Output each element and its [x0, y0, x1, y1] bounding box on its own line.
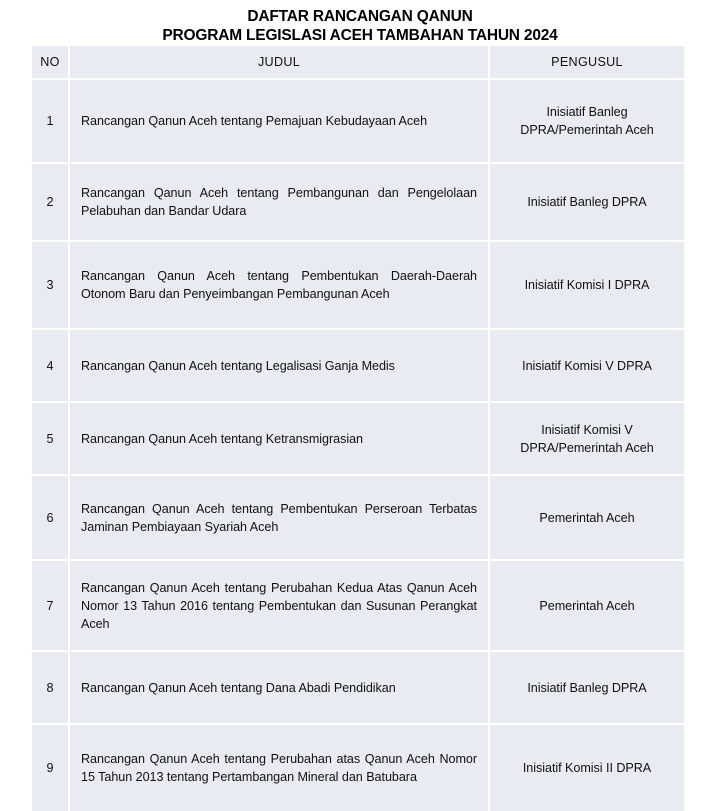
table-row: [32, 652, 684, 725]
row-pengusul: Inisiatif Komisi V DPRA: [490, 330, 684, 403]
row-pengusul: Inisiatif Banleg DPRA: [490, 164, 684, 242]
row-number: 6: [32, 476, 70, 561]
qanun-table: [32, 46, 684, 811]
row-number: 3: [32, 242, 70, 330]
row-number: 9: [32, 725, 70, 811]
table-row: [32, 164, 684, 242]
table-header-row: [32, 46, 684, 80]
row-number: 4: [32, 330, 70, 403]
row-pengusul: Inisiatif Komisi V DPRA/Pemerintah Aceh: [490, 403, 684, 476]
column-header-judul: JUDUL: [70, 46, 490, 80]
row-judul: Rancangan Qanun Aceh tentang Pembentukan Perseroan Terbatas Jaminan Pembiayaan Syariah Aceh: [70, 476, 490, 561]
table-row: [32, 403, 684, 476]
row-pengusul: Inisiatif Banleg DPRA: [490, 652, 684, 725]
row-pengusul: Inisiatif Komisi I DPRA: [490, 242, 684, 330]
title-line-1: DAFTAR RANCANGAN QANUN: [247, 8, 473, 25]
column-header-pengusul: PENGUSUL: [490, 46, 684, 80]
row-judul: Rancangan Qanun Aceh tentang Pembentukan Daerah-Daerah Otonom Baru dan Penyeimbangan Pembangunan Aceh: [70, 242, 490, 330]
table-row: [32, 561, 684, 652]
column-header-no: NO: [32, 46, 70, 80]
row-number: 2: [32, 164, 70, 242]
row-number: 7: [32, 561, 70, 652]
row-judul: Rancangan Qanun Aceh tentang Dana Abadi Pendidikan: [70, 652, 490, 725]
table-row: [32, 330, 684, 403]
table-row: [32, 242, 684, 330]
row-judul: Rancangan Qanun Aceh tentang Perubahan atas Qanun Aceh Nomor 15 Tahun 2013 tentang Pertambangan Mineral dan Batubara: [70, 725, 490, 811]
row-number: 5: [32, 403, 70, 476]
row-number: 1: [32, 80, 70, 164]
row-pengusul: Pemerintah Aceh: [490, 476, 684, 561]
row-pengusul: Pemerintah Aceh: [490, 561, 684, 652]
table-row: [32, 80, 684, 164]
document-title: [0, 0, 720, 45]
row-judul: Rancangan Qanun Aceh tentang Legalisasi Ganja Medis: [70, 330, 490, 403]
row-judul: Rancangan Qanun Aceh tentang Pembangunan dan Pengelolaan Pelabuhan dan Bandar Udara: [70, 164, 490, 242]
qanun-table-container: [32, 46, 684, 811]
table-body: [32, 80, 684, 811]
row-judul: Rancangan Qanun Aceh tentang Pemajuan Kebudayaan Aceh: [70, 80, 490, 164]
table-row: [32, 476, 684, 561]
row-pengusul: Inisiatif Komisi II DPRA: [490, 725, 684, 811]
row-judul: Rancangan Qanun Aceh tentang Perubahan Kedua Atas Qanun Aceh Nomor 13 Tahun 2016 tentang Pembentukan dan Susunan Perangkat Aceh: [70, 561, 490, 652]
row-number: 8: [32, 652, 70, 725]
table-row: [32, 725, 684, 811]
row-pengusul: Inisiatif Banleg DPRA/Pemerintah Aceh: [490, 80, 684, 164]
row-judul: Rancangan Qanun Aceh tentang Ketransmigrasian: [70, 403, 490, 476]
title-line-2: PROGRAM LEGISLASI ACEH TAMBAHAN TAHUN 2024: [162, 27, 558, 44]
table-header: [32, 46, 684, 80]
